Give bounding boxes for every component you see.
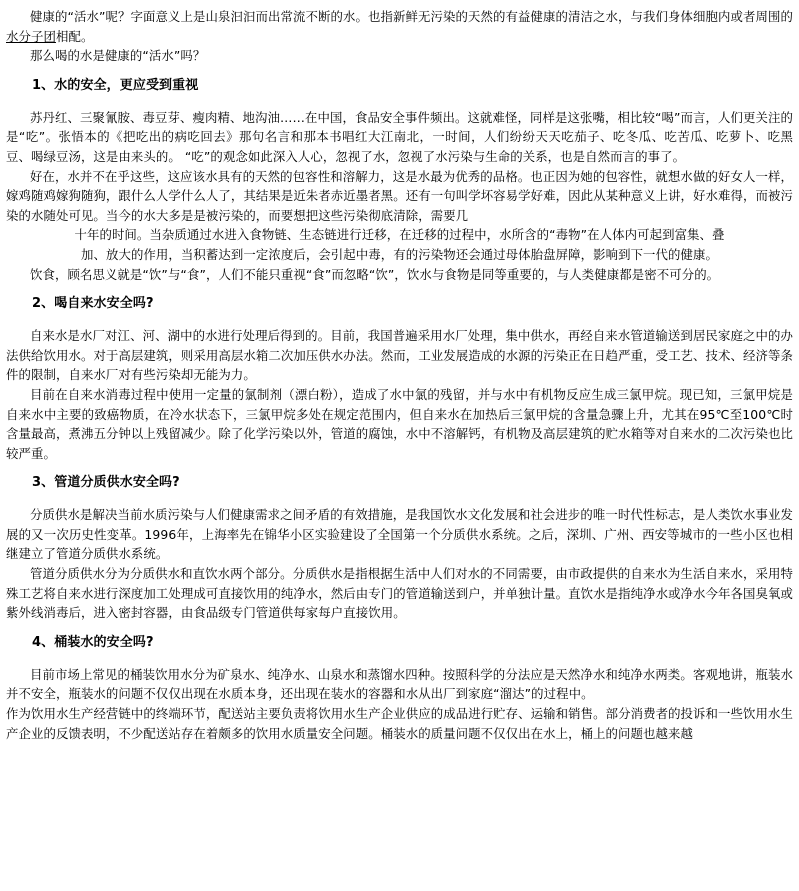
paragraph-quality-supply: 分质供水是解决当前水质污染与人们健康需求之间矛盾的有效措施，是我国饮水文化发展和社会进步的唯一时代性标志，是人类饮水事业发展的又一次历史性变革。1996年，上海率先在锦华小区实验建设了全国第一个分质供水系统。之后，深圳、广州、西安等城市的一些小区也相继建立了管道分质供水系统。 (6, 507, 793, 562)
paragraph-tap-water: 自来水是水厂对江、河、湖中的水进行处理后得到的。目前，我国普遍采用水厂处理，集中供水，再经自来水管道输送到居民家庭之中的办法供给饮用水。对于高层建筑，则采用高层水箱二次加压供水办法。然而，工业发展造成的水源的污染正在日趋严重，受工艺、技术、经济等条件的限制，自来水厂对有些污染却无能为力。 (6, 328, 793, 383)
paragraph-water-nature-a: 好在，水并不在乎这些，这应该水具有的天然的包容性和溶解力，这是水最为优秀的品格。也正因为她的包容性，就想水做的好女人一样，嫁鸡随鸡嫁狗随狗，跟什么人学什么人了，其结果是近朱者赤近墨者黑。还有一句叫学坏容易学好难，因此从某种意义上讲，好水难得，而被污染的水随处可见。当今的水大多是是被污染的，而要想把这些污染彻底清除，需要几 (6, 168, 793, 223)
paragraph-chlorine: 目前在自来水消毒过程中使用一定量的氯制剂（漂白粉），造成了水中氯的残留，并与水中有机物反应生成三氯甲烷。现已知，三氯甲烷是自来水中主要的致癌物质，在冷水状态下，三氯甲烷多处在规定范围内，但自来水在加热后三氯甲烷的含量急骤上升，尤其在95℃至100℃时含量最高，煮沸五分钟以上残留减少。除了化学污染以外，管道的腐蚀，水中不溶解钙，有机物及高层建筑的贮水箱等对自来水的二次污染也比较严重。 (6, 386, 793, 461)
section-heading-3: 3、管道分质供水安全吗? (32, 475, 180, 491)
document-body (6, 7, 793, 743)
intro-text-b: 相配。 (55, 28, 94, 44)
paragraph-water-nature-b: 十年的时间。当杂质通过水进入食物链、生态链进行迁移，在迁移的过程中，水所含的“毒物”在人体内可起到富集、叠 (74, 227, 725, 243)
section-heading-2: 2、喝自来水安全吗? (32, 296, 154, 312)
section-heading-1: 1、水的安全，更应受到重视 (32, 77, 199, 93)
paragraph-bottled-water: 目前市场上常见的桶装饮用水分为矿泉水、纯净水、山泉水和蒸馏水四种。按照科学的分法应是天然净水和纯净水两类。客观地讲，瓶装水并不安全，瓶装水的问题不仅仅出现在水质本身，还出现在装水的容器和水从出厂到家庭“溜达”的过程中。 (6, 666, 793, 702)
intro-text-a: 健康的“活水”呢？字面意义上是山泉汩汩而出常流不断的水。也指新鲜无污染的天然的有益健康的清洁之水，与我们身体细胞内或者周围的 (30, 9, 793, 24)
water-molecule-link[interactable]: 水分子团 (6, 28, 56, 44)
paragraph-intro (6, 7, 793, 46)
paragraph-diet: 饮食，顾名思义就是“饮”与“食”，人们不能只重视“食”而忽略“饮”，饮水与食物是同等重要的，与人类健康都是密不可分的。 (30, 266, 720, 282)
paragraph-direct-drinking: 管道分质供水分为分质供水和直饮水两个部分。分质供水是指根据生活中人们对水的不同需要，由市政提供的自来水为生活自来水，采用特殊工艺将自来水进行深度加工处理成可直接饮用的纯净水，然后由专门的管道输送到户，并单独计量。直饮水是指纯净水或净水今年各国臭氧或紫外线消毒后，进入密封容器，由食品级专门管道供每家每户直接饮用。 (6, 566, 793, 621)
paragraph-delivery-station: 作为饮用水生产经营链中的终端环节，配送站主要负责将饮用水生产企业供应的成品进行贮存、运输和销售。部分消费者的投诉和一些饮用水生产企业的反馈表明，不少配送站存在着颇多的饮用水质量安全问题。桶装水的质量问题不仅仅出在水上，桶上的问题也越来越 (6, 706, 793, 741)
paragraph-question: 那么喝的水是健康的“活水”吗？ (30, 48, 206, 64)
paragraph-water-nature-c: 加、放大的作用，当积蓄达到一定浓度后，会引起中毒，有的污染物还会通过母体胎盘屏障，影响到下一代的健康。 (80, 246, 719, 262)
paragraph-food-safety: 苏丹红、三聚氰胺、毒豆芽、瘦肉精、地沟油……在中国，食品安全事件频出。这就难怪，同样是这张嘴，相比较“喝”而言，人们更关注的是“吃”。张悟本的《把吃出的病吃回去》那句名言和那本书唱红大江南北，一时间，人们纷纷天天吃茄子、吃冬瓜、吃苦瓜、吃萝卜、吃黑豆、喝绿豆汤，这是由来头的。 “吃”的观念如此深入人心，忽视了水，忽视了水污染与生命的关系，也是自然而言的事了。 (6, 109, 793, 164)
section-heading-4: 4、桶装水的安全吗? (32, 634, 154, 650)
